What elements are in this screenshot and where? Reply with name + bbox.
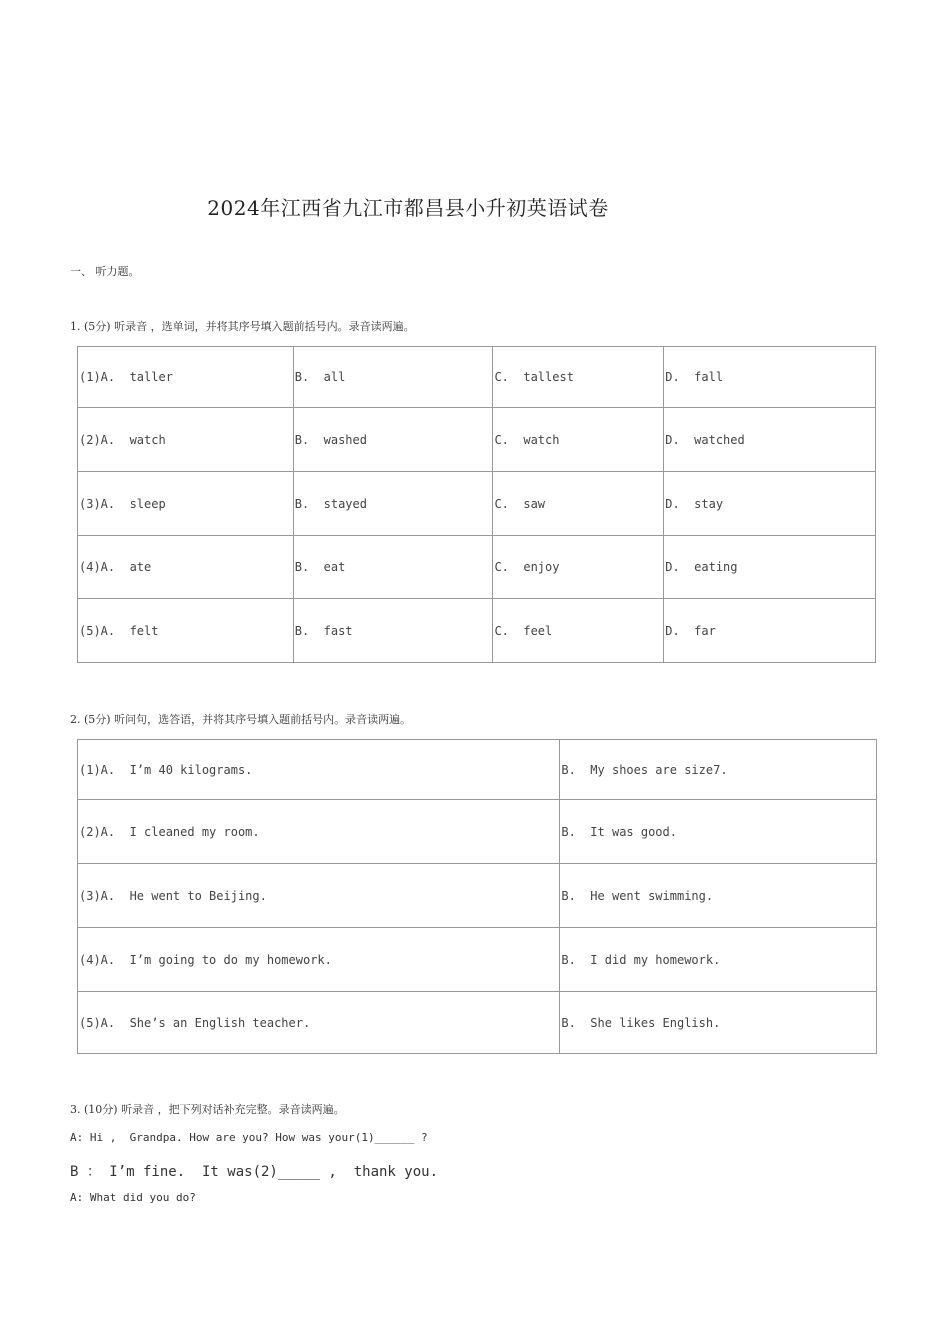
table-cell: (4)A. ate xyxy=(78,536,294,599)
table-cell: C. enjoy xyxy=(493,536,664,599)
table-cell: D. fall xyxy=(664,347,876,408)
table-cell: B. I did my homework. xyxy=(560,928,877,992)
table-row xyxy=(78,408,876,472)
table-cell: B. He went swimming. xyxy=(560,864,877,928)
table-cell: (5)A. She’s an English teacher. xyxy=(78,992,560,1054)
table-cell: D. eating xyxy=(664,536,876,599)
table-cell: B. fast xyxy=(293,599,493,663)
table-cell: (3)A. sleep xyxy=(78,472,294,536)
table-cell: (3)A. He went to Beijing. xyxy=(78,864,560,928)
table-cell: B. eat xyxy=(293,536,493,599)
table-cell: B. all xyxy=(293,347,493,408)
table-row xyxy=(78,928,877,992)
dialogue-line: A: What did you do? xyxy=(70,1191,196,1204)
table-cell: B. She likes English. xyxy=(560,992,877,1054)
table-row xyxy=(78,740,877,800)
table-cell: D. far xyxy=(664,599,876,663)
q1-prompt: 1. (5分) 听录音 ，选单词，并将其序号填入题前括号内。录音读两遍。 xyxy=(70,320,415,333)
table-cell: C. saw xyxy=(493,472,664,536)
q3-prompt: 3. (10分) 听录音 ，把下列对话补充完整。录音读两遍。 xyxy=(70,1103,345,1116)
section-heading: 一、 听力题。 xyxy=(70,265,140,278)
table-cell: (5)A. felt xyxy=(78,599,294,663)
table-cell: (2)A. watch xyxy=(78,408,294,472)
table-cell: B. washed xyxy=(293,408,493,472)
table-cell: C. tallest xyxy=(493,347,664,408)
table-cell: B. stayed xyxy=(293,472,493,536)
table-row xyxy=(78,992,877,1054)
table-cell: C. watch xyxy=(493,408,664,472)
dialogue-line: B ： I’m fine. It was(2)_____ , thank you. xyxy=(70,1164,439,1180)
table-cell: B. My shoes are size7. xyxy=(560,740,877,800)
table-row xyxy=(78,800,877,864)
q2-table xyxy=(77,739,877,1054)
q2-prompt: 2. (5分) 听问句，选答语，并将其序号填入题前括号内。录音读两遍。 xyxy=(70,713,412,726)
table-cell: C. feel xyxy=(493,599,664,663)
table-cell: (4)A. I’m going to do my homework. xyxy=(78,928,560,992)
table-row xyxy=(78,599,876,663)
table-cell: B. It was good. xyxy=(560,800,877,864)
table-row xyxy=(78,472,876,536)
table-row xyxy=(78,864,877,928)
table-row xyxy=(78,347,876,408)
table-cell: D. stay xyxy=(664,472,876,536)
table-row xyxy=(78,536,876,599)
table-cell: (1)A. taller xyxy=(78,347,294,408)
page-title: 2024年江西省九江市都昌县小升初英语试卷 xyxy=(207,196,609,220)
table-cell: D. watched xyxy=(664,408,876,472)
table-cell: (2)A. I cleaned my room. xyxy=(78,800,560,864)
dialogue-line: A: Hi , Grandpa. How are you? How was your(1)______ ? xyxy=(70,1131,428,1144)
table-cell: (1)A. I’m 40 kilograms. xyxy=(78,740,560,800)
q1-table xyxy=(77,346,876,663)
